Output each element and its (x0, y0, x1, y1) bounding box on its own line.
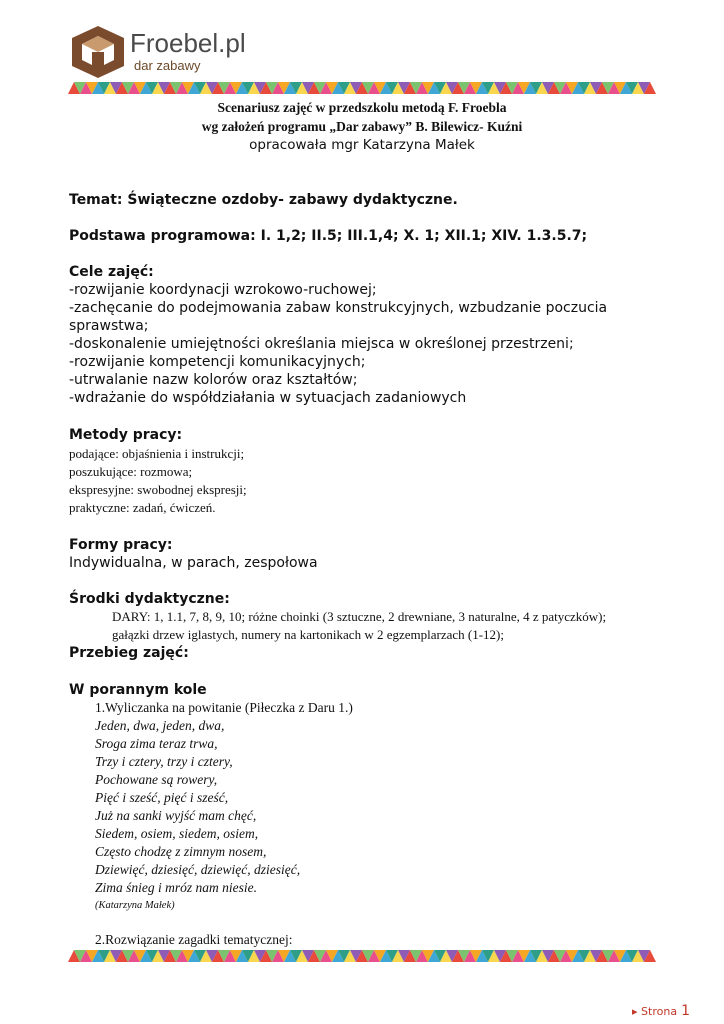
decorative-border-top (68, 82, 656, 94)
poem-credit: (Katarzyna Małek) (95, 900, 175, 911)
poem-line: Sroga zima teraz trwa, (95, 736, 218, 751)
activity-item: 2.Rozwiązanie zagadki tematycznej: (95, 932, 293, 947)
poem-line: Siedem, osiem, siedem, osiem, (95, 826, 259, 841)
page-footer (632, 1003, 690, 1019)
goal-item: -wdrażanie do współdziałania w sytuacjach zadaniowych (69, 390, 467, 406)
resources-line: gałązki drzew iglastych, numery na kartonikach w 2 egzemplarzach (1-12); (112, 627, 504, 642)
procedure-heading: Przebieg zajęć: (69, 645, 189, 661)
method-item: poszukujące: rozmowa; (69, 464, 193, 479)
poem-line: Trzy i cztery, trzy i cztery, (95, 754, 233, 769)
resources-line: DARY: 1, 1.1, 7, 8, 9, 10; różne choinki (3 sztuczne, 2 drewniane, 3 naturalne, 4 z patyczków); (112, 609, 607, 624)
brand-name: Froebel.pl (130, 28, 246, 58)
topic-heading: Temat: Świąteczne ozdoby- zabawy dydaktyczne. (69, 192, 458, 208)
forms-text: Indywidualna, w parach, zespołowa (69, 555, 318, 571)
poem-line: Dziewięć, dziesięć, dziewięć, dziesięć, (95, 862, 301, 877)
activity-item: 1.Wyliczanka na powitanie (Piłeczka z Daru 1.) (95, 700, 353, 715)
page-label: Strona (641, 1005, 678, 1018)
method-item: ekspresyjne: swobodnej ekspresji; (69, 482, 247, 497)
goal-item: -rozwijanie kompetencji komunikacyjnych; (69, 354, 366, 370)
decorative-border-bottom (68, 950, 656, 962)
scenario-title-line2: wg założeń programu „Dar zabawy” B. Bilewicz- Kuźni (201, 119, 523, 134)
poem-line: Pochowane są rowery, (95, 772, 218, 787)
poem-line: Często chodzę z zimnym nosem, (95, 844, 267, 859)
poem-line: Zima śnieg i mróz nam niesie. (95, 880, 257, 895)
goal-item: sprawstwa; (69, 318, 149, 334)
goal-item: -doskonalenie umiejętności określania miejsca w określonej przestrzeni; (69, 336, 574, 352)
methods-heading: Metody pracy: (69, 427, 183, 443)
poem-line: Pięć i sześć, pięć i sześć, (95, 790, 229, 805)
page-number: 1 (681, 1003, 690, 1019)
morning-circle-heading: W porannym kole (69, 682, 207, 698)
forms-heading: Formy pracy: (69, 537, 173, 553)
goal-item: -zachęcanie do podejmowania zabaw konstrukcyjnych, wzbudzanie poczucia (69, 300, 608, 316)
goal-item: -utrwalanie nazw kolorów oraz kształtów; (69, 372, 358, 388)
scenario-title-line1: Scenariusz zajęć w przedszkolu metodą F. Froebla (217, 100, 507, 115)
triangle-right-icon: ▸ (632, 1005, 638, 1018)
poem-line: Jeden, dwa, jeden, dwa, (95, 718, 225, 733)
brand-tagline: dar zabawy (134, 58, 201, 73)
goals-heading: Cele zajęć: (69, 264, 154, 280)
curriculum-heading: Podstawa programowa: I. 1,2; II.5; III.1,4; X. 1; XII.1; XIV. 1.3.5.7; (69, 228, 588, 244)
goal-item: -rozwijanie koordynacji wzrokowo-ruchowej; (69, 282, 377, 298)
method-item: podające: objaśnienia i instrukcji; (69, 446, 245, 461)
author-line: opracowała mgr Katarzyna Małek (249, 137, 475, 153)
poem-line: Już na sanki wyjść mam chęć, (95, 808, 257, 823)
resources-heading: Środki dydaktyczne: (69, 591, 230, 607)
froebel-logo-icon (68, 24, 128, 80)
method-item: praktyczne: zadań, ćwiczeń. (69, 500, 216, 515)
